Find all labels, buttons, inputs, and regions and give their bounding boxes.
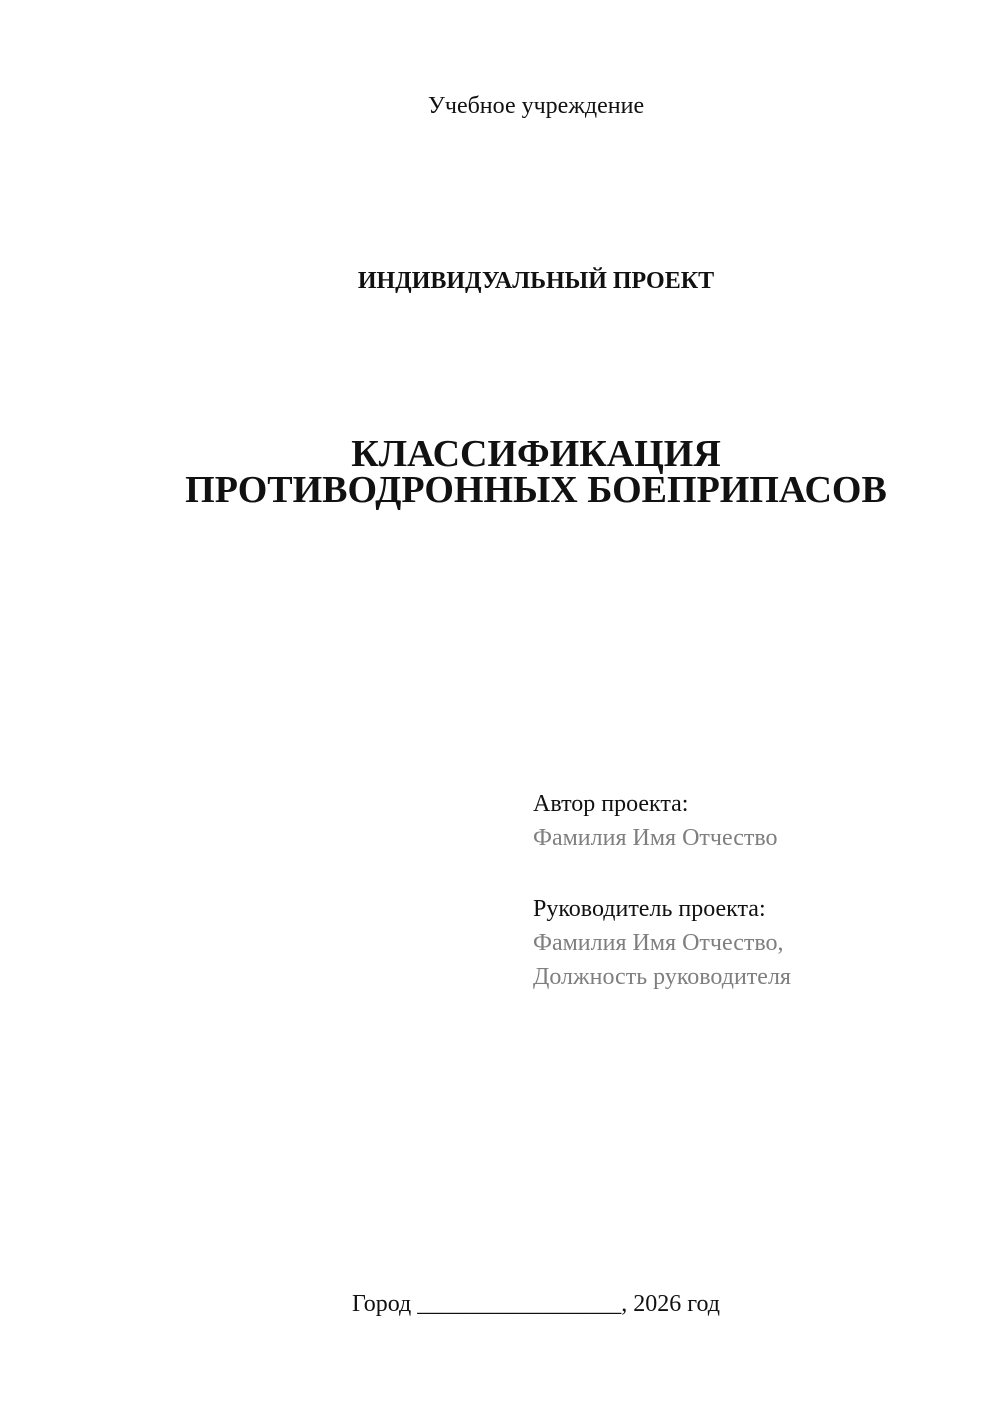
institution-name: Учебное учреждение (427, 93, 645, 119)
document-type-heading: ИНДИВИДУАЛЬНЫЙ ПРОЕКТ (357, 268, 715, 294)
project-title (0, 433, 1000, 511)
author-label: Автор проекта: (533, 791, 689, 817)
supervisor-label: Руководитель проекта: (533, 896, 766, 922)
project-info-block (533, 787, 973, 994)
supervisor-position: Должность руководителя (533, 964, 791, 990)
author-name: Фамилия Имя Отчество (533, 825, 778, 851)
city-year-footer: Город _________________, 2026 год (351, 1291, 721, 1317)
project-title-line-1: КЛАССИФИКАЦИЯ (351, 433, 721, 475)
project-title-line-2: ПРОТИВОДРОННЫХ БОЕПРИПАСОВ (185, 469, 887, 511)
spacer (533, 855, 973, 892)
supervisor-name: Фамилия Имя Отчество, (533, 930, 784, 956)
